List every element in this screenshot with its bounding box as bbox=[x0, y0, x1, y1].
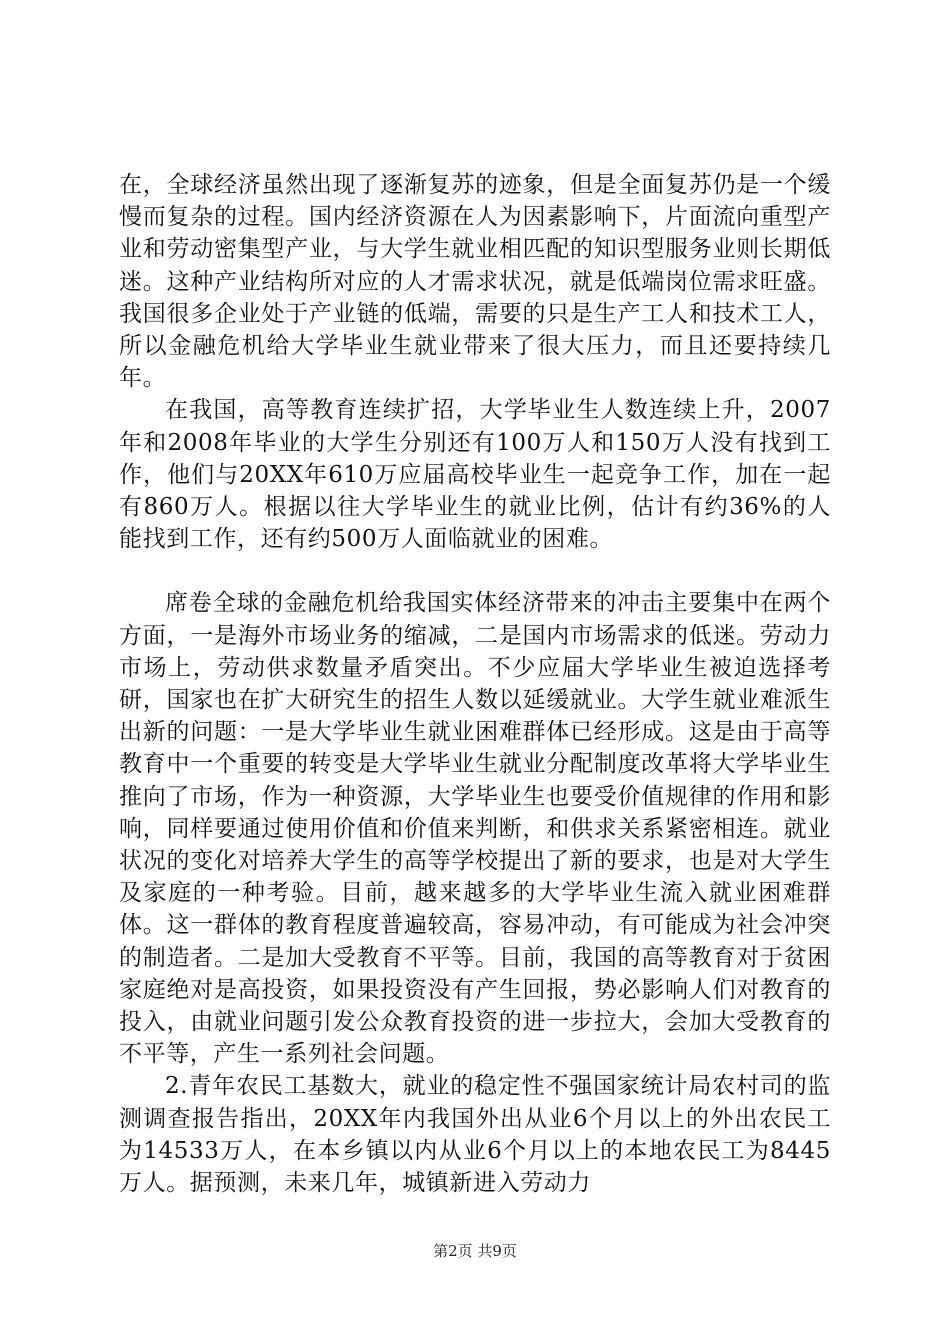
paragraph-continuation: 在，全球经济虽然出现了逐渐复苏的迹象，但是全面复苏仍是一个缓慢而复杂的过程。国内经济资源在人为因素影响下，片面流向重型产业和劳动密集型产业，与大学生就业相匹配的知识型服务业则长期低迷。这种产业结构所对应的人才需求状况，就是低端岗位需求旺盛。我国很多企业处于产业链的低端，需要的只是生产工人和技术工人，所以金融危机给大学毕业生就业带来了很大压力，而且还要持续几年。 bbox=[119, 172, 831, 392]
paragraph-graduate-numbers: 在我国，高等教育连续扩招，大学毕业生人数连续上升，2007年和2008年毕业的大学生分别还有100万人和150万人没有找到工作，他们与20XX年610万应届高校毕业生一起竞争工作，加在一起有860万人。根据以往大学毕业生的就业比例，估计有约36%的人能找到工作，还有约500万人面临就业的困难。 bbox=[119, 397, 831, 553]
paragraph-migrant-workers: 2.青年农民工基数大，就业的稳定性不强国家统计局农村司的监测调查报告指出，20XX年内我国外出从业6个月以上的外出农民工为14533万人，在本乡镇以内从业6个月以上的本地农民工为8445万人。据预测，未来几年，城镇新进入劳动力 bbox=[119, 1073, 831, 1197]
document-body bbox=[119, 169, 831, 1199]
page-footer: 第2页 共9页 bbox=[433, 1242, 517, 1260]
paragraph-financial-crisis: 席卷全球的金融危机给我国实体经济带来的冲击主要集中在两个方面，一是海外市场业务的缩减，二是国内市场需求的低迷。劳动力市场上，劳动供求数量矛盾突出。不少应届大学毕业生被迫选择考研，国家也在扩大研究生的招生人数以延缓就业。大学生就业难派生出新的问题：一是大学毕业生就业困难群体已经形成。这是由于高等教育中一个重要的转变是大学毕业生就业分配制度改革将大学毕业生推向了市场，作为一种资源，大学毕业生也要受价值规律的作用和影响，同样要通过使用价值和价值来判断，和供求关系紧密相连。就业状况的变化对培养大学生的高等学校提出了新的要求，也是对大学生及家庭的一种考验。目前，越来越多的大学毕业生流入就业困难群体。这一群体的教育程度普遍较高，容易冲动，有可能成为社会冲突的制造者。二是加大受教育不平等。目前，我国的高等教育对于贫困家庭绝对是高投资，如果投资没有产生回报，势必影响人们对教育的投入，由就业问题引发公众教育投资的进一步拉大，会加大受教育的不平等，产生一系列社会问题。 bbox=[119, 590, 831, 1068]
